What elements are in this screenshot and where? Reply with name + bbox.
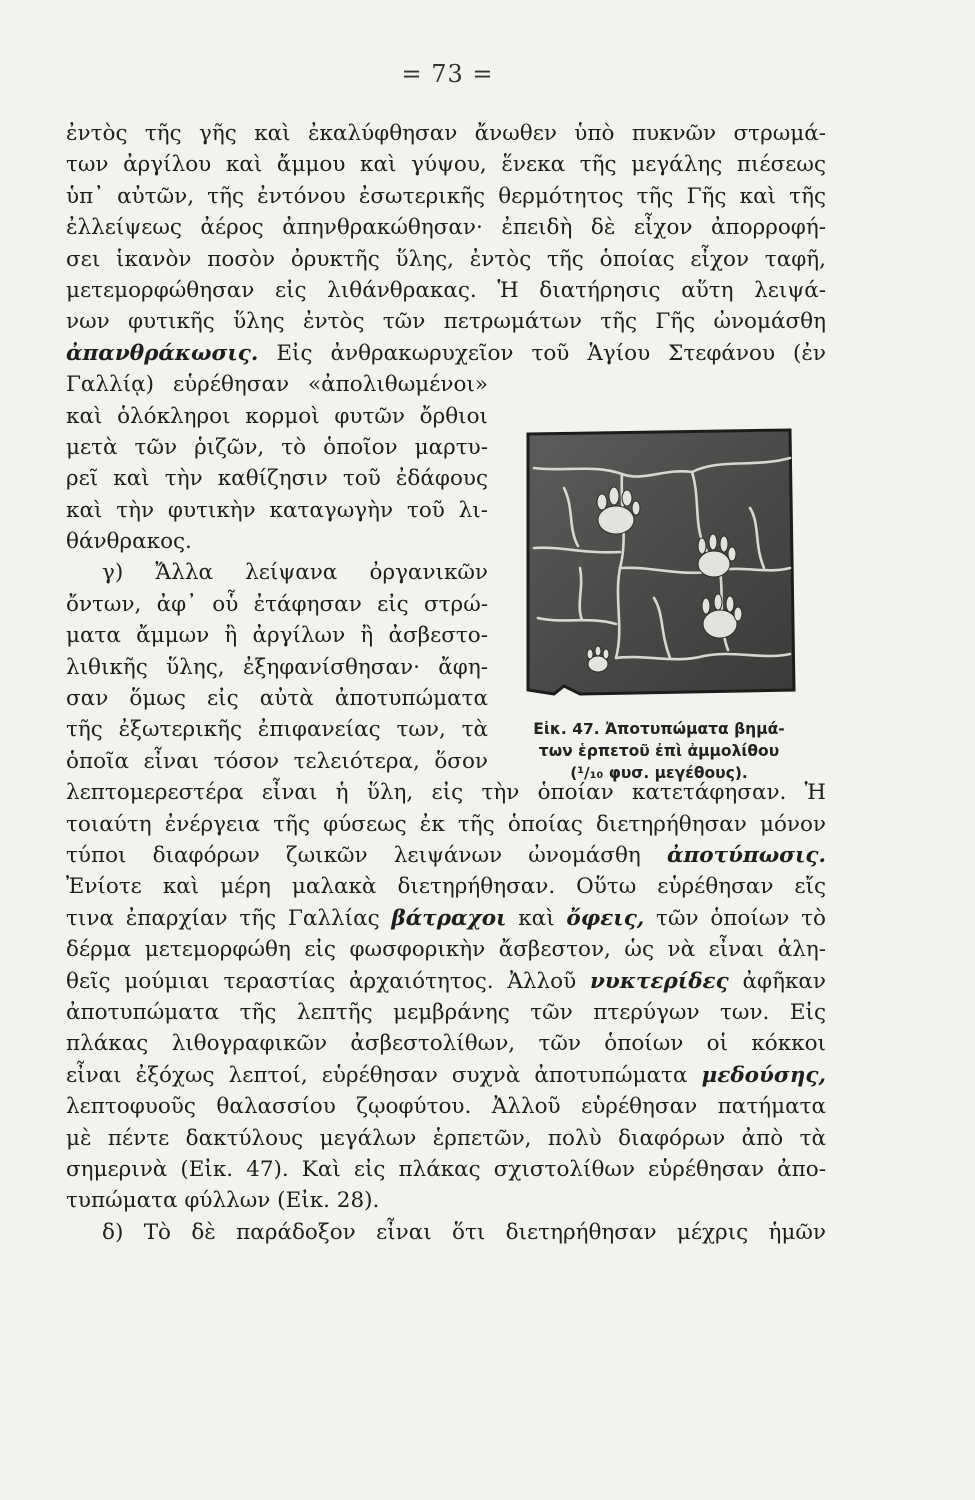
text-line: ἐντὸς τῆς γῆς καὶ ἐκαλύφθησαν ἄνωθεν ὑπὸ πυκνῶν στρωμά- — [66, 121, 826, 146]
text-line: δέρμα μετεμορφώθη εἰς φωσφορικὴν ἄσβεστον, ὡς νὰ εἶναι ἀλη- — [66, 937, 826, 963]
text-line: θάνθρακος. — [66, 529, 192, 555]
text-line: των ἀργίλου καὶ ἄμμου καὶ γύψου, ἕνεκα τῆς μεγάλης πιέσεως — [66, 152, 826, 178]
page-number: = 73 = — [401, 60, 494, 88]
text-line: τῆς ἐξωτερικῆς ἐπιφανείας των, τὰ — [66, 717, 488, 743]
text-line: Γαλλίᾳ) εὑρέθησαν «ἀπολιθωμένοι» — [66, 372, 488, 398]
text-line: σημερινὰ (Εἰκ. 47). Καὶ εἰς πλάκας σχιστολίθων εὑρέθησαν ἀπο- — [66, 1156, 826, 1182]
text-line: Ἐνίοτε καὶ μέρη μαλακὰ διετηρήθησαν. Οὕτω εὑρέθησαν εἴς — [66, 874, 826, 900]
text-line: ρεῖ καὶ τὴν καθίζησιν τοῦ ἐδάφους — [66, 466, 488, 492]
text-line: γ) Ἄλλα λείψανα ὀργανικῶν — [102, 560, 488, 586]
term-nykterides: νυκτερίδες — [590, 968, 729, 994]
text-line: μετὰ τῶν ῥιζῶν, τὸ ὁποῖον μαρτυ- — [66, 434, 488, 460]
caption-line: (¹/₁₀ φυσ. μεγέθους). — [570, 764, 748, 782]
text-line: πλάκας λιθογραφικῶν ἀσβεστολίθων, τῶν ὁποίων οἱ κόκκοι — [66, 1031, 826, 1057]
text-line: ἐλλείψεως ἀέρος ἀπηνθρακώθησαν· ἐπειδὴ δὲ εἶχον ἀπορροφή- — [66, 215, 826, 241]
term-batrachoi: βάτραχοι — [391, 905, 507, 931]
text-line — [66, 966, 826, 997]
text-line: ἀποτυπώματα τῆς λεπτῆς μεμβράνης τῶν πτερύγων των. Εἰς — [66, 999, 826, 1025]
text-span: τύποι διαφόρων ζωικῶν λειψάνων ὠνομάσθη — [66, 842, 667, 868]
figure-47 — [518, 428, 800, 784]
text-span: τινα ἐπαρχίαν τῆς Γαλλίας — [66, 905, 392, 931]
term-opheis: ὄφεις, — [566, 905, 645, 931]
text-line: ὁποῖα εἶναι τόσον τελειότερα, ὅσον — [66, 748, 488, 774]
text-span: Εἰς ἀνθρακωρυχεῖον τοῦ Ἁγίου Στεφάνου (ἐν — [258, 340, 826, 366]
caption-line: Εἰκ. 47. Ἀποτυπώματα βημά- — [533, 720, 785, 738]
text-line: καὶ ὁλόκληροι κορμοὶ φυτῶν ὄρθιοι — [66, 403, 488, 429]
text-line: ὑπ᾽ αὐτῶν, τῆς ἐντόνου ἐσωτερικῆς θερμότητος τῆς Γῆς καὶ τῆς — [66, 183, 826, 209]
term-medousis: μεδούσης, — [701, 1062, 826, 1088]
text-line: τοιαύτη ἐνέργεια τῆς φύσεως ἐκ τῆς ὁποίας διετηρήθησαν μόνον — [66, 811, 826, 837]
fossil-footprints-plate — [524, 428, 796, 698]
caption-line: των ἑρπετοῦ ἐπὶ ἀμμολίθου — [538, 742, 780, 760]
text-line: λιθικῆς ὕλης, ἐξηφανίσθησαν· ἄφη- — [66, 654, 488, 680]
text-line: λεπτοφυοῦς θαλασσίου ζῳοφύτου. Ἀλλοῦ εὑρέθησαν πατήματα — [66, 1094, 826, 1120]
figure-caption — [518, 718, 800, 784]
text-span: εἶναι ἐξόχως λεπτοί, εὑρέθησαν συχνὰ ἀποτυπώματα — [66, 1062, 702, 1088]
text-line: δ) Τὸ δὲ παράδοξον εἶναι ὅτι διετηρήθησαν μέχρις ἡμῶν — [102, 1219, 826, 1245]
text-line: ματα ἄμμων ἢ ἀργίλων ἢ ἀσβεστο- — [66, 623, 488, 649]
text-line: σαν ὅμως εἰς αὐτὰ ἀποτυπώματα — [66, 686, 488, 712]
text-line — [66, 338, 826, 369]
text-span: τῶν ὁποίων τὸ — [644, 905, 826, 931]
term-apotyposis: ἀποτύπωσις. — [666, 842, 826, 868]
text-line: νων φυτικῆς ὕλης ἐντὸς τῶν πετρωμάτων τῆς Γῆς ὠνομάσθη — [66, 309, 826, 335]
text-line — [66, 840, 826, 871]
text-line: μετεμορφώθησαν εἰς λιθάνθρακας. Ἡ διατήρησις αὕτη λειψά- — [66, 277, 826, 303]
text-line: μὲ πέντε δακτύλους μεγάλων ἑρπετῶν, πολὺ διαφόρων ἀπὸ τὰ — [66, 1125, 826, 1151]
text-span: καὶ — [506, 905, 567, 931]
text-span: θεῖς μούμιαι τεραστίας ἀρχαιότητος. Ἀλλοῦ — [66, 968, 590, 994]
text-line: ὄντων, ἀφ᾽ οὗ ἐτάφησαν εἰς στρώ- — [66, 591, 488, 617]
text-line — [66, 903, 826, 934]
text-line — [66, 1060, 826, 1091]
text-line: καὶ τὴν φυτικὴν καταγωγὴν τοῦ λι- — [66, 497, 488, 523]
text-line: λεπτομερεστέρα εἶναι ἡ ὕλη, εἰς τὴν ὁποίαν κατετάφησαν. Ἡ — [66, 780, 826, 806]
term-apanthrakosis: ἀπανθράκωσις. — [66, 340, 259, 366]
text-span: ἀφῆκαν — [728, 968, 826, 994]
text-line: τυπώματα φύλλων (Εἰκ. 28). — [66, 1188, 380, 1214]
text-line: σει ἱκανὸν ποσὸν ὀρυκτῆς ὕλης, ἐντὸς τῆς ὁποίας εἶχον ταφῆ, — [66, 246, 826, 272]
